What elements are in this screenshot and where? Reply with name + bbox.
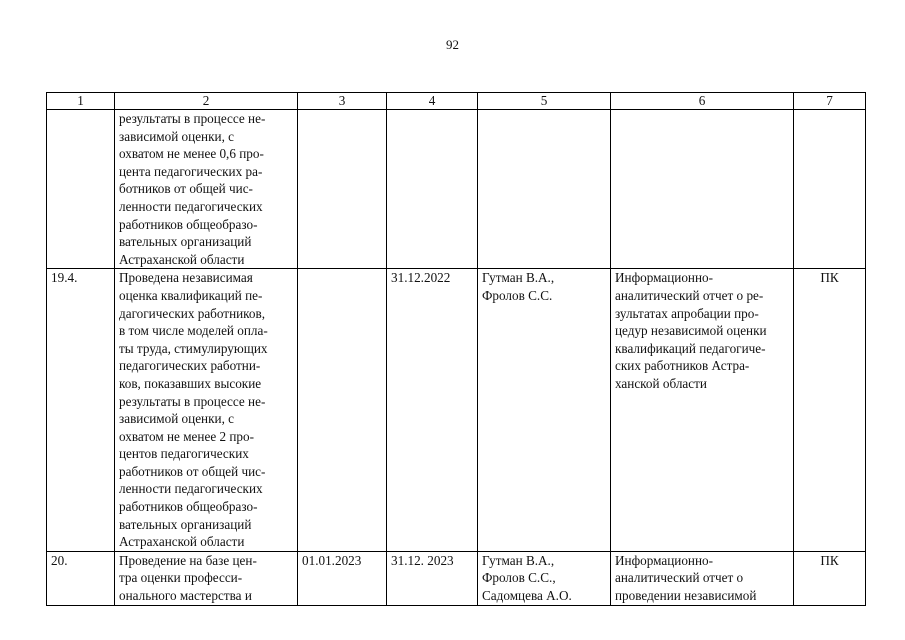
action-text: Проведение на базе цен- тра оценки професси- онального мастерства и	[115, 551, 298, 605]
action-text: результаты в процессе не- зависимой оценки, с охватом не менее 0,6 про- цента педагогических ра- ботников от общей чис- ленности педагогических работников общеобразо- вательных организаций Астраханской области	[115, 110, 298, 269]
result-text: Информационно- аналитический отчет о проведении независимой	[611, 551, 794, 605]
item-number: 20.	[47, 551, 115, 605]
responsible: Гутман В.А., Фролов С.С.	[478, 269, 611, 552]
responsible: Гутман В.А., Фролов С.С., Садомцева А.О.	[478, 551, 611, 605]
item-number	[47, 110, 115, 269]
column-header: 5	[478, 93, 611, 110]
start-date	[298, 269, 387, 552]
column-header: 2	[115, 93, 298, 110]
column-header: 7	[794, 93, 866, 110]
table-header-row	[47, 93, 866, 110]
result-text	[611, 110, 794, 269]
end-date: 31.12.2022	[387, 269, 478, 552]
table-row	[47, 269, 866, 552]
page-number: 92	[446, 37, 459, 52]
responsible	[478, 110, 611, 269]
action-text: Проведена независимая оценка квалификаций пе- дагогических работников, в том числе моделей опла- ты труда, стимулирующих педагогических работни- ков, показавших высокие результаты в процессе не- зависимой оценки, с охватом не менее 2 про- центов педагогических работников от общей чис- ленности педагогических работников общеобразо- вательных организаций Астраханской области	[115, 269, 298, 552]
column-header: 1	[47, 93, 115, 110]
column-header: 4	[387, 93, 478, 110]
result-type: ПК	[794, 269, 866, 552]
table-row	[47, 110, 866, 269]
result-type	[794, 110, 866, 269]
start-date: 01.01.2023	[298, 551, 387, 605]
end-date	[387, 110, 478, 269]
column-header: 3	[298, 93, 387, 110]
end-date: 31.12. 2023	[387, 551, 478, 605]
column-header: 6	[611, 93, 794, 110]
result-type: ПК	[794, 551, 866, 605]
table-row	[47, 551, 866, 605]
start-date	[298, 110, 387, 269]
item-number: 19.4.	[47, 269, 115, 552]
result-text: Информационно- аналитический отчет о ре- зультатах апробации про- цедур независимой оценки квалификаций педагогиче- ских работников Астра- ханской области	[611, 269, 794, 552]
plan-table	[46, 92, 866, 606]
